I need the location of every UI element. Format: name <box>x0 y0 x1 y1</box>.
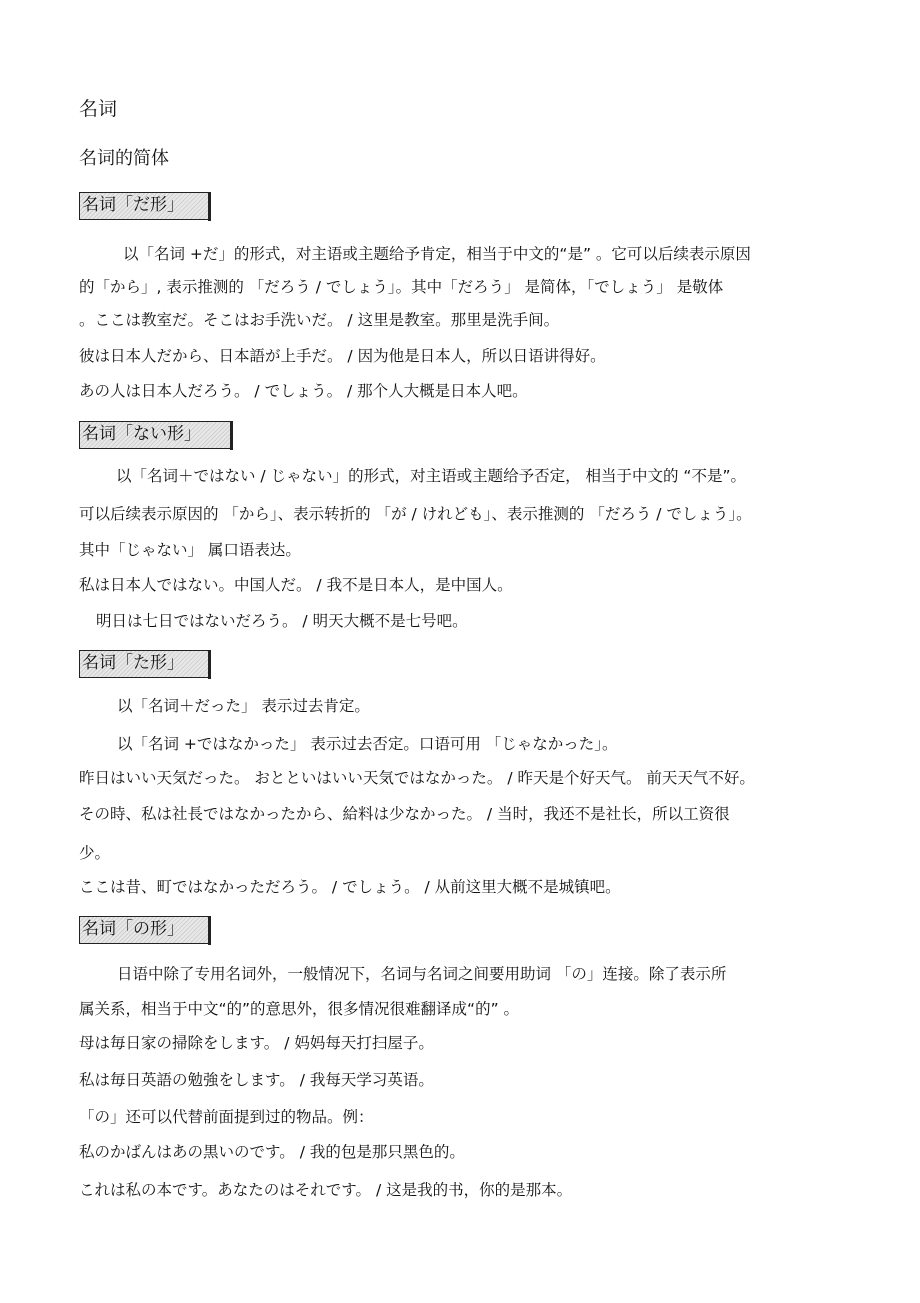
paragraph-line: 可以后续表示原因的 「から」、表示转折的 「が / けれども」、表示推测的 「だろう / でしょう」。 <box>79 505 752 523</box>
example-sentence: あの人は日本人だろう。 / でしょう。 / 那个人大概是日本人吧。 <box>79 382 528 400</box>
paragraph-line: 以「名词＋ではない / じゃない」的形式，对主语或主题给予否定， 相当于中文的 “不是”。 <box>116 467 746 485</box>
page-title: 名词 <box>79 98 118 120</box>
section-heading-nai-form: 名词「ない形」 <box>79 421 232 449</box>
example-sentence: 母は毎日家の掃除をします。 / 妈妈每天打扫屋子。 <box>79 1034 434 1052</box>
section-heading-no-form: 名词「の形」 <box>79 916 210 944</box>
paragraph-line: 「の」还可以代替前面提到过的物品。例： <box>79 1108 374 1126</box>
paragraph-line: 日语中除了专用名词外，一般情况下，名词与名词之间要用助词 「の」连接。除了表示所 <box>117 965 727 983</box>
paragraph-line: 以「名词＋だった」 表示过去肯定。 <box>117 697 370 715</box>
example-sentence: 私のかばんはあの黒いのです。 / 我的包是那只黑色的。 <box>79 1143 465 1161</box>
example-sentence: 私は毎日英語の勉強をします。 / 我每天学习英语。 <box>79 1071 434 1089</box>
section-heading-da-form: 名词「だ形」 <box>79 192 210 220</box>
example-sentence: 彼は日本人だから、日本語が上手だ。 / 因为他是日本人，所以日语讲得好。 <box>79 347 606 365</box>
example-sentence: その時、私は社長ではなかったから、給料は少なかった。 / 当时，我还不是社长，所以工资很 <box>79 805 730 823</box>
example-sentence: ここは昔、町ではなかっただろう。 / でしょう。 / 从前这里大概不是城镇吧。 <box>79 878 621 896</box>
section-heading-ta-form: 名词「た形」 <box>79 650 210 678</box>
example-sentence: 私は日本人ではない。中国人だ。 / 我不是日本人，是中国人。 <box>79 576 513 594</box>
example-sentence: 昨日はいい天気だった。 おとといはいい天気ではなかった。 / 昨天是个好天气。 前天天气不好。 <box>79 769 755 787</box>
page-subtitle: 名词的简体 <box>79 148 169 169</box>
example-sentence: これは私の本です。あなたのはそれです。 / 这是我的书，你的是那本。 <box>79 1181 573 1199</box>
paragraph-line: 其中「じゃない」 属口语表达。 <box>79 541 301 559</box>
example-sentence: 少。 <box>79 844 111 862</box>
paragraph-line: 属关系，相当于中文“的”的意思外，很多情况很难翻译成“的” 。 <box>79 1000 520 1018</box>
paragraph-line: 以「名词 +ではなかった」 表示过去否定。口语可用 「じゃなかった」。 <box>117 735 618 753</box>
example-sentence: 明日は七日ではないだろう。 / 明天大概不是七号吧。 <box>96 612 468 630</box>
paragraph-line: 以「名词 +だ」的形式，对主语或主题给予肯定，相当于中文的“是” 。它可以后续表示原因 <box>123 245 751 263</box>
paragraph-line: 的「から」, 表示推测的 「だろう / でしょう」。其中「だろう」 是简体，「でしょう」 是敬体 <box>79 278 724 296</box>
paragraph-line: 。ここは教室だ。そこはお手洗いだ。 / 这里是教室。那里是洗手间。 <box>79 311 560 329</box>
